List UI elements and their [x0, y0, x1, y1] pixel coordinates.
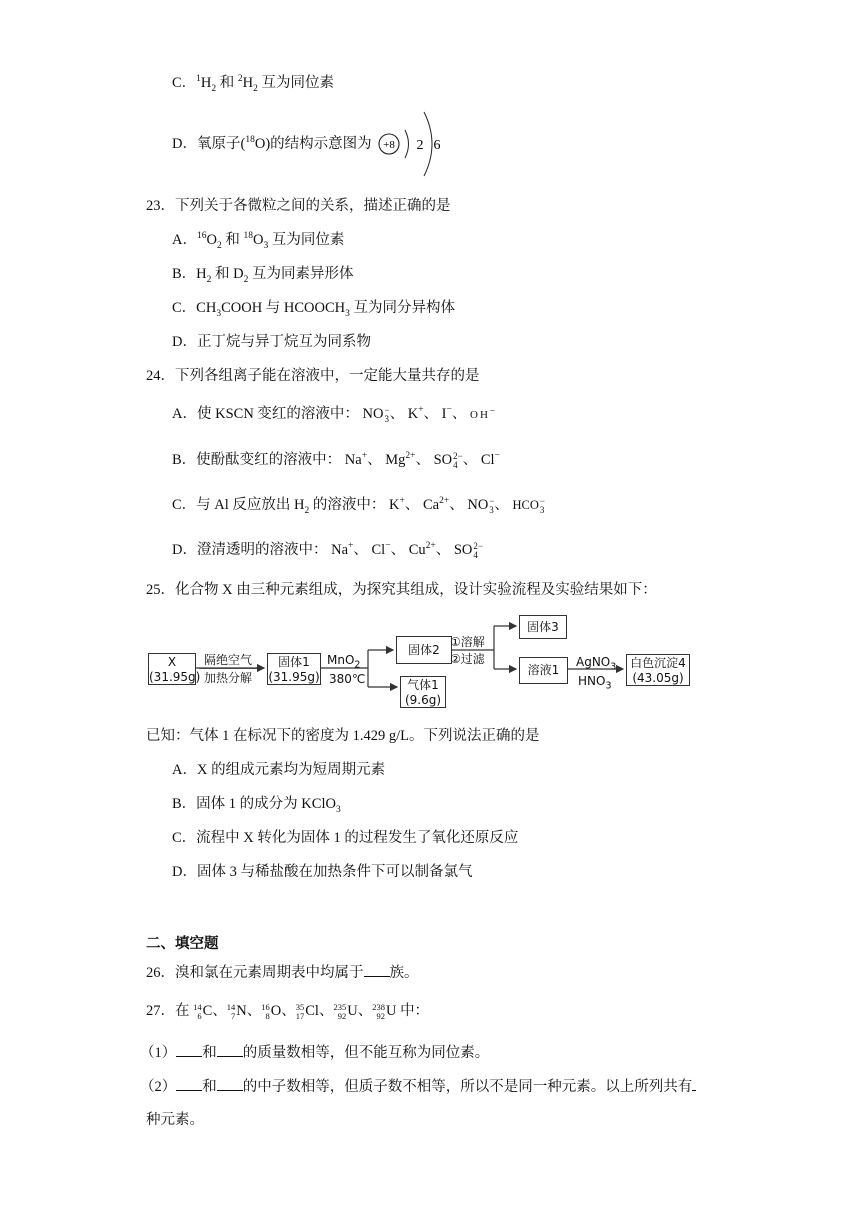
oxygen-atom-structure-diagram [378, 108, 448, 180]
label-reagent-hno3: $HNO_3$ [578, 674, 612, 692]
box-white-precipitate-4: 白色沉淀4 (43.05g) [626, 654, 690, 686]
answer-blank[interactable] [217, 1042, 243, 1057]
label-dissolve: ①溶解 [450, 635, 485, 649]
label-reagent-agno3: AgNO$_3$ [576, 655, 617, 673]
label-filter: ②过滤 [450, 652, 485, 666]
ion-sodium: Na+ [344, 451, 368, 468]
section-heading-fill-in: 二、填空题 [146, 936, 219, 952]
q25-option-b: B．固体 1 的成分为 KClO$_3$ [172, 796, 341, 815]
q23-option-b: B．$H_2$ 和 $D_2$ 互为同素异形体 [172, 266, 354, 285]
q27-part-2: （2） 和 的中子数相等，但质子数不相等，所以不是同一种元素。以上所列共有 [140, 1076, 696, 1097]
ion-chloride: Cl− [371, 541, 391, 558]
q25-option-d: D．固体 3 与稀盐酸在加热条件下可以制备氯气 [172, 864, 473, 880]
ion-bicarbonate: HCO − 3 [512, 496, 545, 516]
ion-hydroxide: OH− [470, 406, 498, 421]
ion-iodide: I− [441, 405, 452, 422]
label-catalyst: MnO$_2$ [327, 653, 361, 671]
box-compound-x: X (31.95g) [149, 655, 201, 684]
shell-2-electrons: 6 [433, 138, 441, 153]
box-solid-3: 固体3 [519, 615, 567, 639]
q26-stem: 26．溴和氯在元素周期表中均属于 族。 [146, 962, 419, 983]
label-temperature: 380℃ [329, 672, 366, 686]
ion-sulfate: SO 2− 4 [433, 450, 463, 470]
q24-stem: 24．下列各组离子能在溶液中，一定能大量共存的是 [146, 368, 480, 384]
nuclide-notation: 235 92 [333, 1001, 347, 1021]
ion-calcium: $Ca^{2+}$ [423, 496, 450, 513]
box-solid-2: 固体2 [396, 636, 452, 664]
answer-blank[interactable] [692, 1076, 696, 1091]
label-heat-decompose: 加热分解 [204, 671, 253, 685]
q23-option-d: D．正丁烷与异丁烷互为同系物 [172, 334, 371, 350]
q25-flowchart [146, 612, 706, 712]
answer-blank[interactable] [176, 1076, 202, 1091]
q25-known-condition: 已知：气体 1 在标况下的密度为 1.429 g/L。下列说法正确的是 [146, 728, 540, 744]
q23-option-a: A．$^{16}O_2$ 和 $^{18}O_3$ 互为同位素 [172, 231, 345, 251]
answer-blank[interactable] [217, 1076, 243, 1091]
shell-1-electrons: 2 [416, 138, 424, 153]
q27-part-1: （1） 和 的质量数相等，但不能互称为同位素。 [140, 1042, 489, 1063]
q23-option-c: C．$CH_3COOH$ 与 $HCOOCH_3$ 互为同分异构体 [172, 300, 456, 319]
ion-copper: $Cu^{2+}$ [408, 541, 436, 558]
label-isolate-air: 隔绝空气 [204, 653, 253, 667]
nuclide-notation: 14 6 [193, 1001, 202, 1021]
q23-stem: 23．下列关于各微粒之间的关系，描述正确的是 [146, 198, 451, 214]
box-solution-1: 溶液1 [519, 657, 568, 684]
q24-option-b: B．使酚酞变红的溶液中： Na+、 $Mg^{2+}$、 SO 2− 4 、 Cl− [172, 450, 500, 470]
ion-potassium: K+ [389, 496, 405, 513]
electron-shell-1-arc [405, 130, 409, 158]
answer-blank[interactable] [176, 1042, 202, 1057]
box-solid-1: 固体1 (31.95g) [268, 655, 320, 684]
ion-nitrate: NO − 3 [467, 495, 495, 515]
q27-part-2-continued: 种元素。 [146, 1112, 204, 1128]
ion-magnesium: $Mg^{2+}$ [385, 451, 416, 468]
q24-option-c: C．与 Al 反应放出 $H_2$ 的溶液中： K+、 $Ca^{2+}$、 NO − 3 、 HCO − 3 [172, 495, 545, 516]
q24-option-a: A．使 KSCN 变红的溶液中： NO − 3 、 K+、 I−、 OH− [172, 404, 498, 424]
ion-nitrate: NO − 3 [362, 404, 390, 424]
electron-shell-2-arc [424, 112, 432, 176]
nuclide-notation: 238 92 [372, 1001, 385, 1021]
q27-stem: 27．在 14 6 C、 14 7 N、 16 8 O、 35 17 Cl、 235 92 U、 238 92 U 中： [146, 1001, 430, 1021]
q22-option-c: C．$^1H_2$ 和 $^2H_2$ 互为同位素 [172, 74, 335, 94]
ion-sodium: Na+ [331, 541, 354, 558]
nucleus-charge: +8 [383, 139, 395, 151]
ion-potassium: K+ [407, 405, 424, 422]
box-gas-1: 气体1 (9.6g) [400, 676, 446, 708]
q25-option-a: A．X 的组成元素均为短周期元素 [172, 762, 386, 778]
nuclide-notation: 35 17 [295, 1001, 305, 1021]
q22-option-d: D．氧原子($^{18}$O)的结构示意图为 [172, 135, 372, 152]
q25-stem: 25．化合物 X 由三种元素组成，为探究其组成，设计实验流程及实验结果如下： [146, 582, 657, 598]
q25-option-c: C．流程中 X 转化为固体 1 的过程发生了氧化还原反应 [172, 830, 519, 846]
ion-sulfate: SO 2− 4 [453, 540, 483, 560]
q24-option-d: D．澄清透明的溶液中： Na+、 Cl−、 $Cu^{2+}$、 SO 2− 4 [172, 540, 483, 560]
ion-chloride: Cl− [480, 451, 500, 468]
nuclide-notation: 16 8 [261, 1001, 270, 1021]
answer-blank[interactable] [364, 962, 390, 977]
nuclide-notation: 14 7 [226, 1001, 236, 1021]
